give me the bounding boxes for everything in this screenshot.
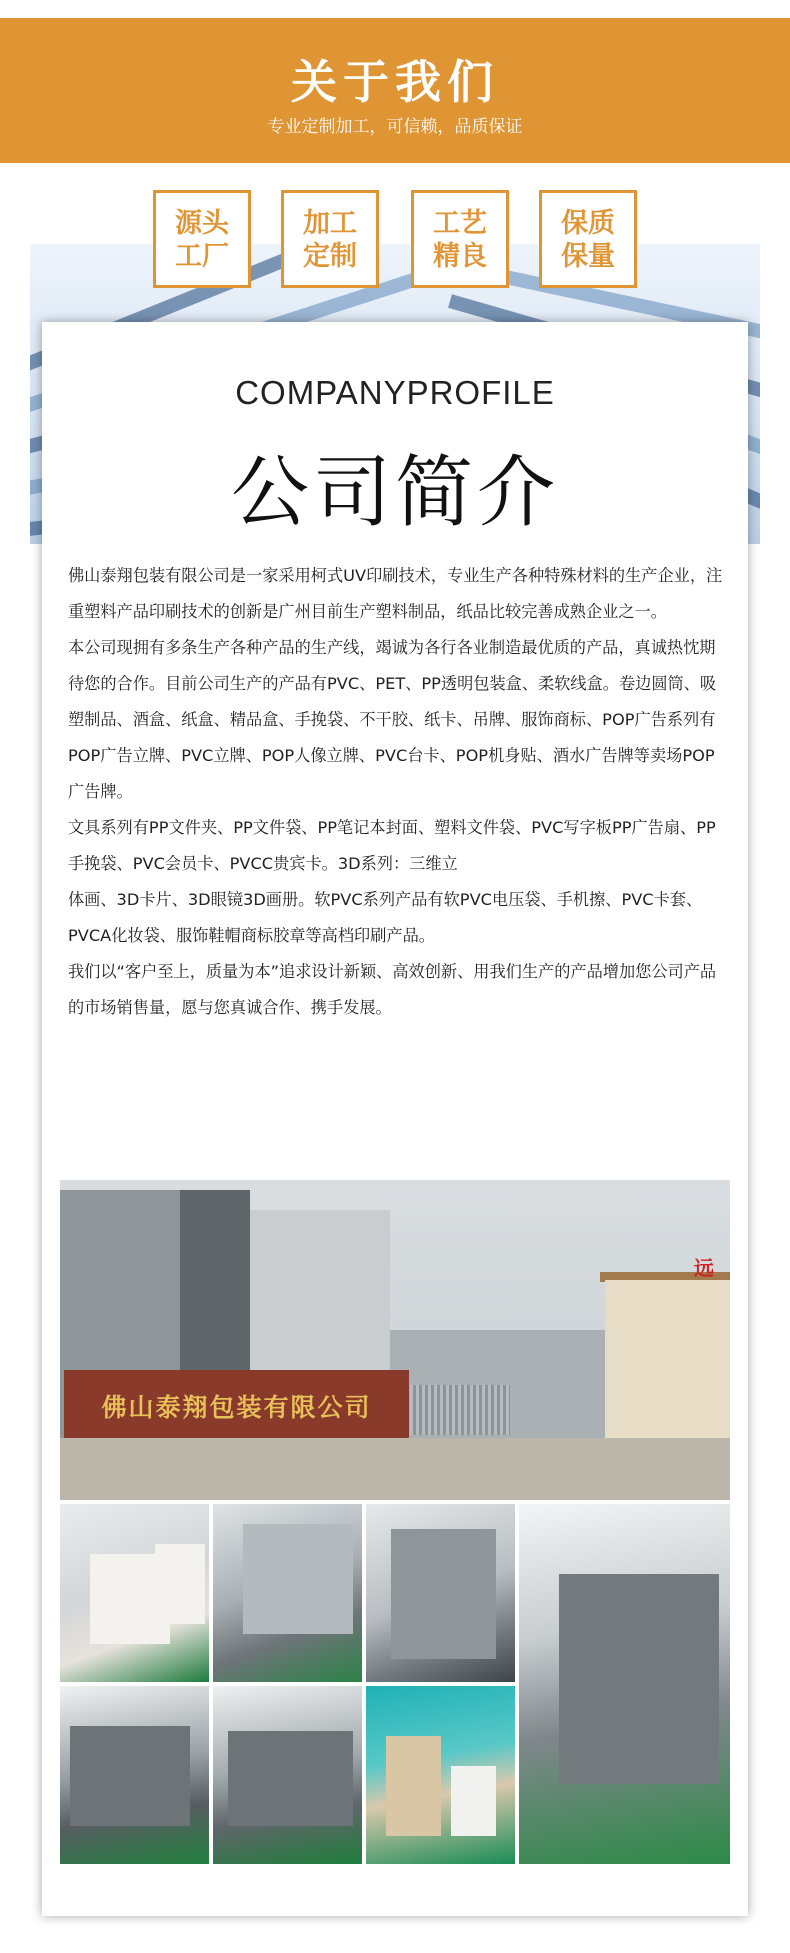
workshop-photo-boxes [366, 1686, 515, 1864]
company-name-wall-text: 佛山泰翔包装有限公司 [101, 1393, 372, 1422]
company-name-wall [64, 1370, 409, 1438]
workshop-photo-press-row [213, 1686, 362, 1864]
company-profile-card [42, 322, 748, 1916]
profile-english-title: COMPANYPROFILE [235, 374, 555, 411]
profile-text [68, 558, 724, 1026]
profile-chinese-title: 公司简介 [230, 448, 559, 538]
profile-paragraph: 佛山泰翔包装有限公司是一家采用柯式UV印刷技术，专业生产各种特殊材料的生产企业，注重塑料产品印刷技术的创新是广州目前生产塑料制品，纸品比较完善成熟企业之一。 [68, 566, 723, 621]
feature-source-factory: 源头 工厂 [153, 190, 251, 288]
feature-custom-processing: 加工 定制 [281, 190, 379, 288]
page-subtitle: 专业定制加工，可信赖，品质保证 [267, 117, 523, 137]
feature-boxes [0, 190, 790, 294]
profile-paragraph: 本公司现拥有多条生产各种产品的生产线，竭诚为各行各业制造最优质的产品，真诚热忱期待您的合作。目前公司生产的产品有PVC、PET、PP透明包装盒、柔软线盒。卷边圆筒、吸塑制品、酒盒、纸盒、精品盒、手挽袋、不干胶、纸卡、吊牌、服饰商标、POP广告系列有POP广告立牌、PVC立牌、POP人像立牌、PVC台卡、POP机身贴、酒水广告牌等卖场POP广告牌。 [68, 638, 717, 801]
workshop-photo-press-line [519, 1504, 730, 1864]
feature-fine-craft: 工艺 精良 [411, 190, 509, 288]
header-banner [0, 18, 790, 163]
workshop-photo-paper-stacks [60, 1504, 209, 1682]
factory-sign: 远 [694, 1256, 714, 1280]
feature-quality-quantity: 保质 保量 [539, 190, 637, 288]
workshop-photo-printing-machine [213, 1504, 362, 1682]
page-title: 关于我们 [291, 55, 499, 109]
profile-paragraph: 文具系列有PP文件夹、PP文件袋、PP笔记本封面、塑料文件袋、PVC写字板PP广告扇、PP手挽袋、PVC会员卡、PVCC贵宾卡。3D系列：三维立 [68, 818, 716, 873]
profile-paragraph: 我们以“客户至上，质量为本”追求设计新颖、高效创新、用我们生产的产品增加您公司产品的市场销售量，愿与您真诚合作、携手发展。 [68, 962, 717, 1017]
factory-exterior-photo [60, 1180, 730, 1500]
profile-paragraph: 体画、3D卡片、3D眼镜3D画册。软PVC系列产品有软PVC电压袋、手机擦、PVC卡套、PVCA化妆袋、服饰鞋帽商标胶章等高档印刷产品。 [68, 890, 703, 945]
workshop-photo-press-room [60, 1686, 209, 1864]
workshop-photo-die-cutter [366, 1504, 515, 1682]
